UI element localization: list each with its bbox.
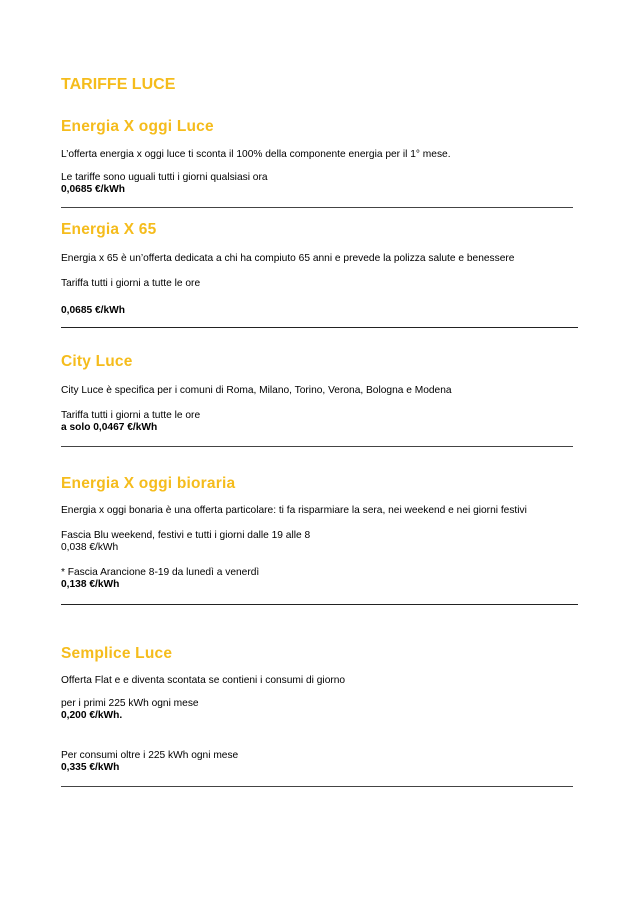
section-heading-semplice-luce: Semplice Luce (61, 645, 173, 662)
section-description: L’offerta energia x oggi luce ti sconta il 100% della componente energia per il 1° mese. (61, 149, 451, 160)
section-divider (61, 604, 578, 605)
section-description: Offerta Flat e e diventa scontata se contieni i consumi di giorno (61, 675, 346, 686)
section-description: Energia x 65 è un’offerta dedicata a chi ha compiuto 65 anni e prevede la polizza salute e benessere (61, 253, 515, 264)
price-label: a solo 0,0467 €/kWh (61, 422, 158, 433)
price-label: 0,0685 €/kWh (61, 184, 125, 195)
price-label: 0,0685 €/kWh (61, 305, 125, 316)
section-divider (61, 327, 578, 328)
price-label: 0,138 €/kWh (61, 579, 120, 590)
section-heading-energia-x-oggi-bioraria: Energia X oggi bioraria (61, 475, 236, 492)
price-label: 0,335 €/kWh (61, 762, 120, 773)
tariff-info: Fascia Blu weekend, festivi e tutti i giorni dalle 19 alle 8 (61, 530, 311, 541)
section-divider (61, 207, 573, 208)
section-description: City Luce è specifica per i comuni di Roma, Milano, Torino, Verona, Bologna e Modena (61, 385, 452, 396)
section-divider (61, 786, 573, 787)
tariff-info: * Fascia Arancione 8-19 da lunedì a venerdì (61, 567, 260, 578)
section-divider (61, 446, 573, 447)
section-heading-energia-x-65: Energia X 65 (61, 221, 157, 238)
tariff-info: Le tariffe sono uguali tutti i giorni qualsiasi ora (61, 172, 268, 183)
price-label: 0,200 €/kWh. (61, 710, 123, 721)
page-title: TARIFFE LUCE (61, 76, 176, 93)
section-heading-energia-x-oggi-luce: Energia X oggi Luce (61, 118, 214, 135)
tariff-info: Tariffa tutti i giorni a tutte le ore (61, 278, 201, 289)
tariff-info: Per consumi oltre i 225 kWh ogni mese (61, 750, 239, 761)
price-value: 0,038 €/kWh (61, 542, 119, 553)
section-heading-city-luce: City Luce (61, 353, 133, 370)
tariff-info: Tariffa tutti i giorni a tutte le ore (61, 410, 201, 421)
tariff-info: per i primi 225 kWh ogni mese (61, 698, 199, 709)
section-description: Energia x oggi bonaria è una offerta particolare: ti fa risparmiare la sera, nei weekend e nei giorni festivi (61, 505, 527, 516)
